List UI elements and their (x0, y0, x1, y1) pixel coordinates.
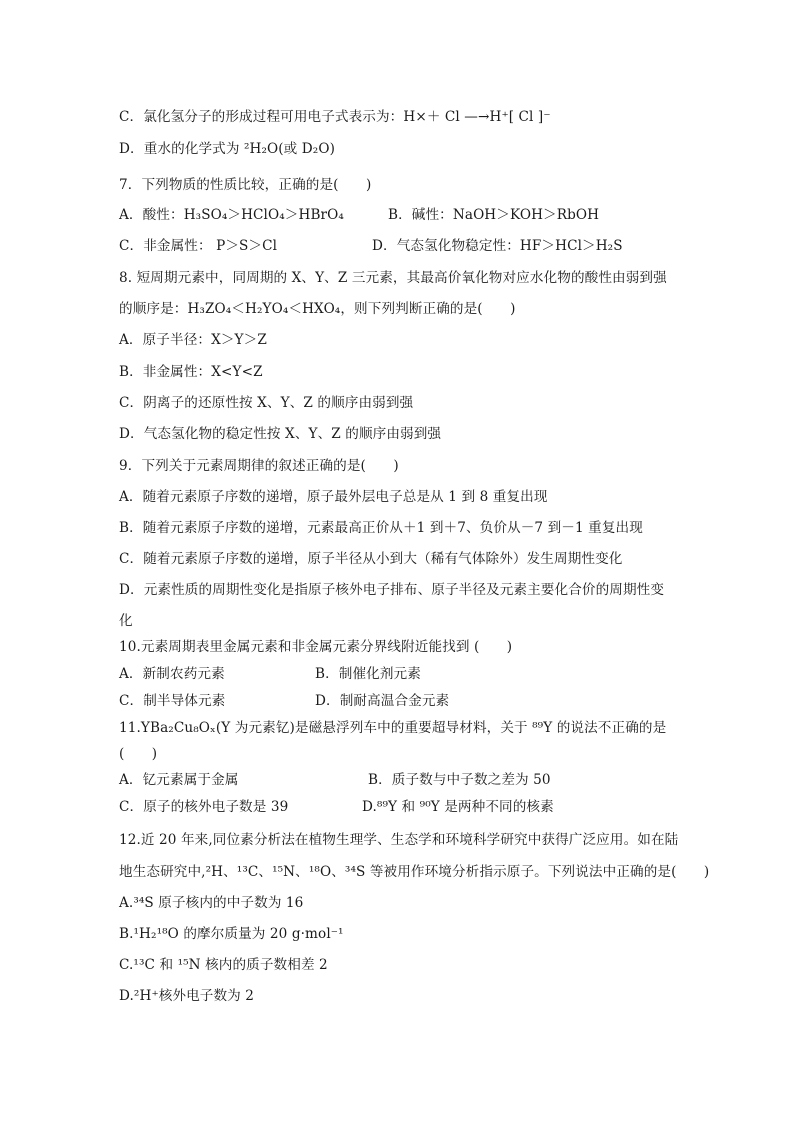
question-12-option-b: B.¹H₂¹⁸O 的摩尔质量为 20 g·mol⁻¹ (119, 926, 344, 942)
question-9-option-d-line-1: D．元素性质的周期性变化是指原子核外电子排布、原子半径及元素主要化合价的周期性变 (119, 582, 665, 598)
question-12-option-d: D.²H⁺核外电子数为 2 (119, 988, 255, 1004)
option-d-heavy-water: D．重水的化学式为 ²H₂O(或 D₂O) (119, 141, 335, 157)
option-c-hcl-electron-formula: C．氯化氢分子的形成过程可用电子式表示为：H×＋ Cl —→H⁺[ Cl ]⁻ (119, 109, 551, 125)
question-12-option-c: C.¹³C 和 ¹⁵N 核内的质子数相差 2 (119, 957, 328, 973)
question-11-option-d: D.⁸⁹Y 和 ⁹⁰Y 是两种不同的核素 (362, 799, 554, 815)
question-8-stem-line-1: 8. 短周期元素中，同周期的 X、Y、Z 三元素，其最高价氧化物对应水化物的酸性由弱到强 (119, 270, 667, 286)
question-7-option-a: A．酸性：H₃SO₄＞HClO₄＞HBrO₄ (119, 207, 344, 223)
question-7-option-b: B．碱性：NaOH＞KOH＞RbOH (388, 207, 600, 223)
question-9-option-d-line-2: 化 (119, 613, 133, 629)
question-7-option-d: D．气态氢化物稳定性：HF＞HCl＞H₂S (372, 238, 623, 254)
question-7-option-c: C．非金属性： P＞S＞Cl (119, 238, 278, 254)
question-8-option-b: B．非金属性：X<Y<Z (119, 364, 263, 380)
question-8-option-a: A．原子半径：X＞Y＞Z (119, 332, 267, 348)
question-12-stem-line-2: 地生态研究中,²H、¹³C、¹⁵N、¹⁸O、³⁴S 等被用作环境分析指示原子。下列说法中正确的是( ) (119, 864, 710, 880)
question-11-option-c: C．原子的核外电子数是 39 (119, 799, 289, 815)
question-11-stem-line-1: 11.YBa₂Cu₈Oₓ(Y 为元素钇)是磁悬浮列车中的重要超导材料，关于 ⁸⁹Y 的说法不正确的是 (119, 720, 667, 736)
question-12-stem-line-1: 12.近 20 年来,同位素分析法在植物生理学、生态学和环境科学研究中获得广泛应用。如在陆 (119, 832, 679, 848)
question-11-stem-line-2: ( ) (119, 746, 158, 762)
question-8-option-c: C．阴离子的还原性按 X、Y、Z 的顺序由弱到强 (119, 395, 414, 411)
question-10-option-b: B．制催化剂元素 (315, 666, 421, 682)
question-12-option-a: A.³⁴S 原子核内的中子数为 16 (119, 895, 304, 911)
question-9-option-b: B．随着元素原子序数的递增，元素最高正价从＋1 到＋7、负价从－7 到－1 重复出现 (119, 520, 643, 536)
question-8-stem-line-2: 的顺序是：H₃ZO₄＜H₂YO₄＜HXO₄，则下列判断正确的是( ) (119, 301, 516, 317)
question-10-option-c: C．制半导体元素 (119, 693, 226, 709)
question-11-option-a: A．钇元素属于金属 (119, 772, 239, 788)
question-10-option-d: D．制耐高温合金元素 (315, 693, 450, 709)
question-9-option-a: A．随着元素原子序数的递增，原子最外层电子总是从 1 到 8 重复出现 (119, 489, 548, 505)
question-10-stem: 10.元素周期表里金属元素和非金属元素分界线附近能找到 ( ) (119, 639, 513, 655)
question-7-stem: 7．下列物质的性质比较，正确的是( ) (119, 177, 372, 193)
question-10-option-a: A．新制农药元素 (119, 666, 225, 682)
question-8-option-d: D．气态氢化物的稳定性按 X、Y、Z 的顺序由弱到强 (119, 426, 442, 442)
question-9-option-c: C．随着元素原子序数的递增，原子半径从小到大（稀有气体除外）发生周期性变化 (119, 551, 623, 567)
question-11-option-b: B．质子数与中子数之差为 50 (368, 772, 551, 788)
question-9-stem: 9．下列关于元素周期律的叙述正确的是( ) (119, 458, 399, 474)
